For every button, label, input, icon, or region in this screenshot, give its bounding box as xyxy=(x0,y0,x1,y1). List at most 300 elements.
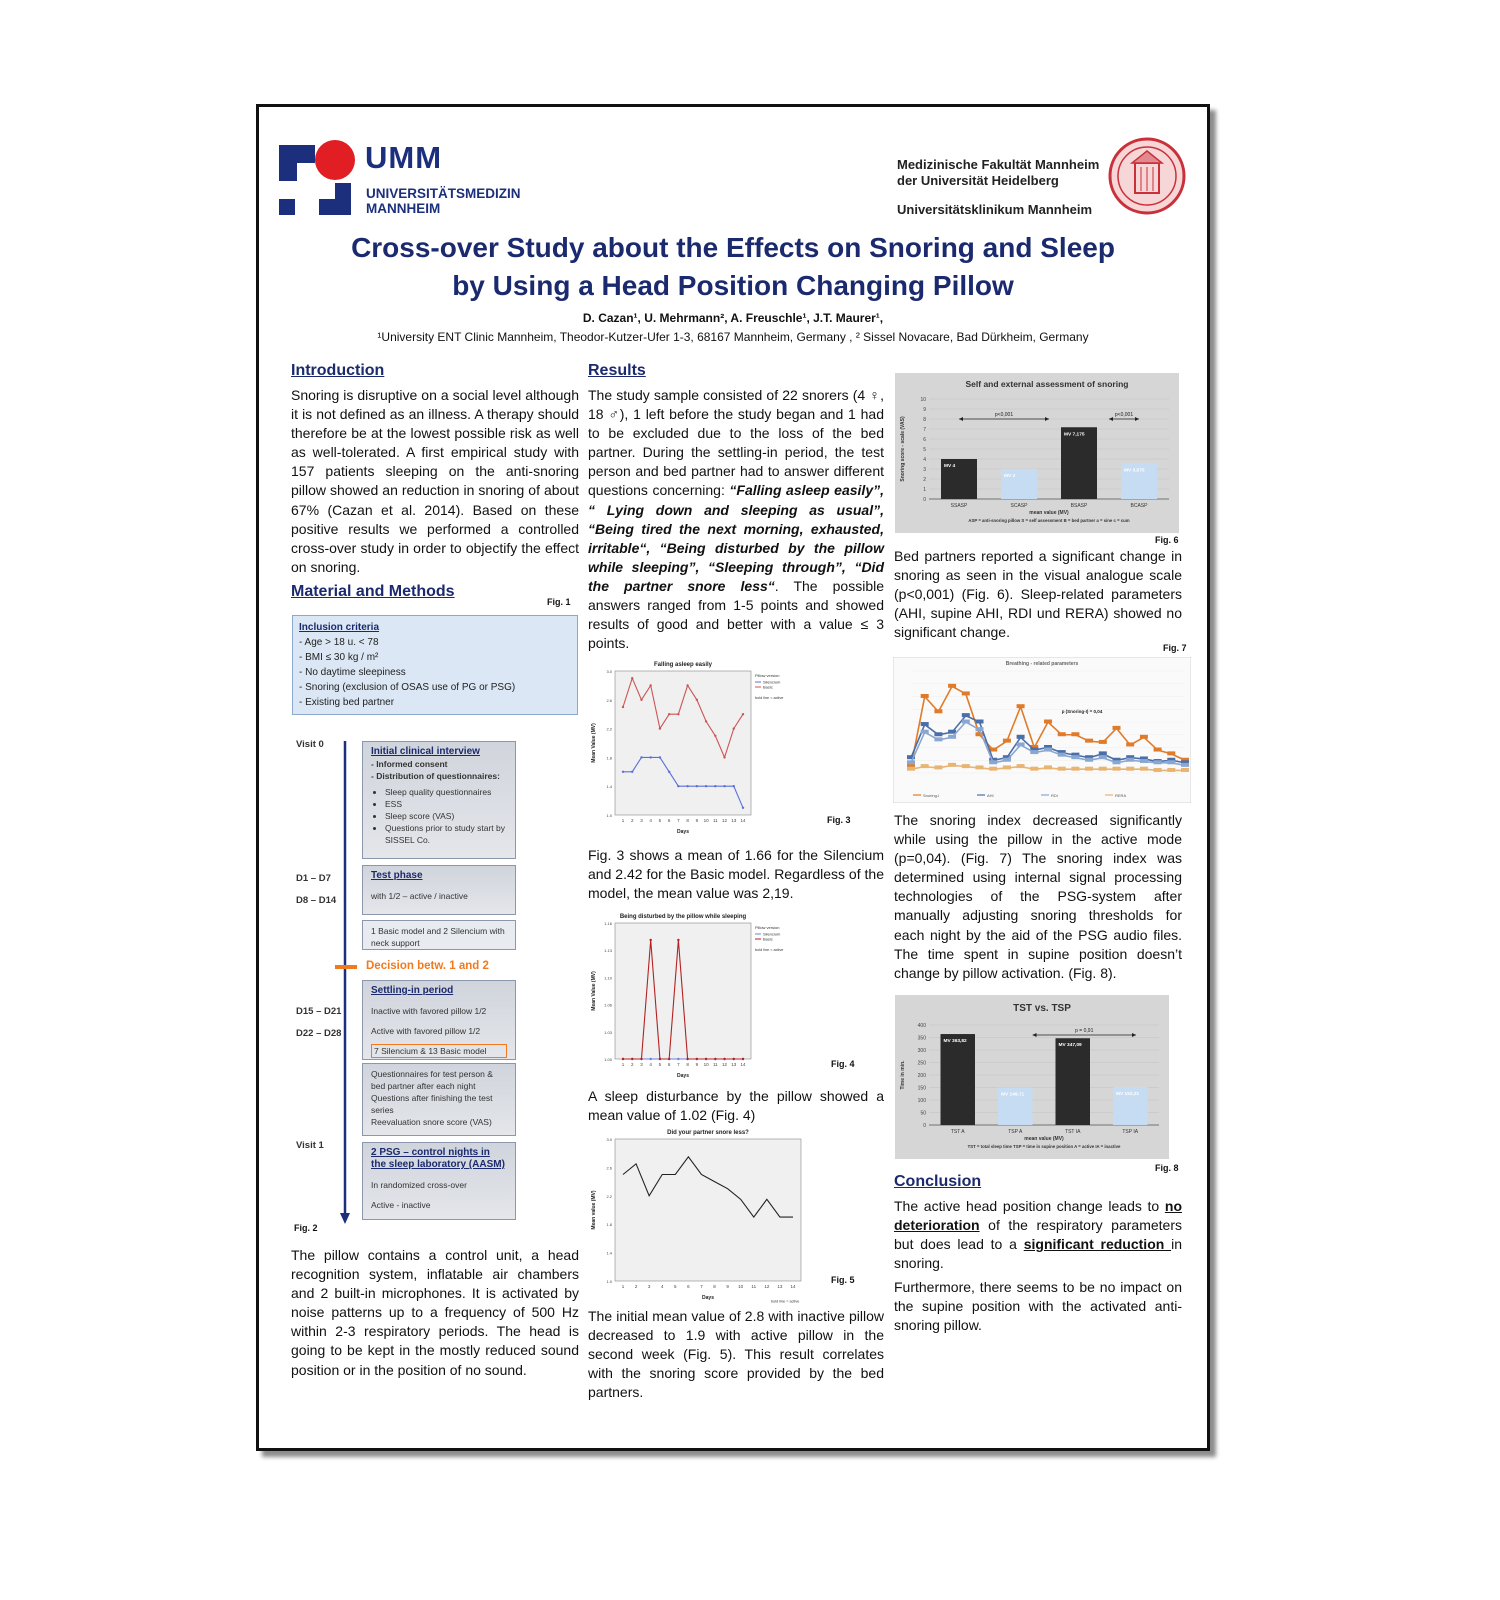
data-point xyxy=(631,771,633,773)
legend-title: Pillow version xyxy=(755,673,780,678)
x-tick-label: 10 xyxy=(703,1062,709,1067)
chart-fig3 xyxy=(585,657,811,837)
inclusion-title: Inclusion criteria xyxy=(299,622,380,633)
data-point xyxy=(631,677,633,679)
data-label-marker xyxy=(1044,748,1052,752)
data-label-marker xyxy=(1140,735,1148,739)
x-tick-label: 6 xyxy=(667,818,671,823)
plot-area xyxy=(615,671,751,815)
university-seal-icon xyxy=(1108,137,1186,215)
data-point xyxy=(733,1058,735,1060)
p-value-label: p = 0,91 xyxy=(1075,1028,1094,1034)
y-tick-label: 3.0 xyxy=(606,669,612,674)
data-point xyxy=(696,699,698,701)
x-tick-label: 12 xyxy=(722,1062,728,1067)
chart-annotation: bold line = active xyxy=(755,948,784,952)
x-tick-label: TSP A xyxy=(1008,1129,1023,1135)
data-label-marker xyxy=(962,764,970,768)
x-tick-label: 9 xyxy=(726,1284,729,1289)
x-tick-label: 4 xyxy=(649,1062,652,1067)
data-label-marker xyxy=(976,727,984,731)
data-label-marker xyxy=(1058,767,1066,771)
x-tick-label: 9 xyxy=(695,1062,699,1067)
x-tick-label: TST A xyxy=(950,1129,965,1135)
data-label-marker xyxy=(1126,767,1134,771)
data-label-marker xyxy=(1126,758,1134,762)
data-label-marker xyxy=(1030,767,1038,771)
conclusion-paragraph-2: Furthermore, there seems to be no impact on the supine position with the activated anti-snoring pillow. xyxy=(894,1279,1182,1334)
legend-label: Silencium xyxy=(763,931,781,937)
inclusion-criteria-box xyxy=(292,615,578,715)
data-point xyxy=(649,939,651,941)
y-tick-label: 1.8 xyxy=(606,1222,612,1228)
data-label-marker xyxy=(976,765,984,769)
intro-text: Snoring is disruptive on a social level although it is not defined as an illness. A therapy should therefore be at the lowest possible risk as well as well-tolerated. A first empirical study with 157 patients sleeping on the anti-snoring pillow showed an reduction in snoring of about 67% (Cazan et al. 2014). Based on these positive results we performed a controlled cross-over study in order to objectify the effect on snoring. xyxy=(291,387,579,575)
data-point xyxy=(686,684,688,686)
data-point xyxy=(714,785,716,787)
x-tick-label: 11 xyxy=(712,818,718,823)
data-point xyxy=(677,939,679,941)
data-label-marker xyxy=(962,713,970,717)
data-label-marker xyxy=(1017,764,1025,768)
results-paragraph-4: The initial mean value of 2.8 with inactive pillow decreased to 1.9 with active pillow in the second week (Fig. 5). This result correlates with the snoring score provided by the bed partners. xyxy=(588,1308,884,1401)
data-label-marker xyxy=(921,764,929,768)
y-tick-label: 300 xyxy=(917,1048,926,1054)
x-tick-label: 8 xyxy=(686,1062,689,1067)
x-axis-label: mean value (MV) xyxy=(1029,510,1069,516)
data-label-marker xyxy=(1140,767,1148,771)
chart-footnote: ASP = anti-snoring pillow S = self assessment B = bed partner a = sine c = cum xyxy=(968,518,1130,523)
data-point xyxy=(714,735,716,737)
data-label-marker xyxy=(1140,759,1148,763)
x-tick-label: 5 xyxy=(658,818,662,823)
authors: D. Cazan¹, U. Mehrmann², A. Freuschle¹, J.T. Maurer¹, xyxy=(582,311,884,325)
x-tick-label: 14 xyxy=(740,818,746,823)
data-label-marker xyxy=(1003,758,1011,762)
plot-area xyxy=(615,923,751,1059)
y-tick-label: 0 xyxy=(923,1123,926,1129)
data-point xyxy=(622,1058,624,1060)
decision-marker xyxy=(335,965,357,969)
bar-value-label: MV 7,175 xyxy=(1064,432,1085,438)
x-tick-label: TSP IA xyxy=(1122,1129,1139,1135)
x-tick-label: 12 xyxy=(764,1284,770,1289)
y-tick-label: 1.06 xyxy=(604,1002,612,1008)
x-tick-label: 11 xyxy=(712,1062,718,1067)
results-paragraph-3: A sleep disturbance by the pillow showed a mean value of 1.02 (Fig. 4) xyxy=(588,1088,884,1124)
data-label-marker xyxy=(934,765,942,769)
data-point xyxy=(723,1058,725,1060)
data-label-marker xyxy=(1154,768,1162,772)
data-point xyxy=(705,1058,707,1060)
y-tick-label: 3.0 xyxy=(606,1137,612,1142)
timeline-visit0: Visit 0 xyxy=(296,739,324,750)
fig7-label: Fig. 7 xyxy=(1163,643,1187,653)
x-tick-label: 1 xyxy=(621,1062,625,1067)
legend-label: RERA xyxy=(1115,793,1127,798)
data-point xyxy=(659,1058,661,1060)
y-tick-label: 1.03 xyxy=(604,1029,612,1035)
x-tick-label: 4 xyxy=(660,1284,664,1289)
data-point xyxy=(659,727,661,729)
data-label-marker xyxy=(1126,742,1134,746)
x-axis-label: Days xyxy=(702,1295,714,1301)
y-tick-label: 400 xyxy=(917,1023,926,1029)
y-tick-label: 200 xyxy=(917,1073,926,1079)
data-label-marker xyxy=(1099,767,1107,771)
results-heading: Results xyxy=(588,362,646,379)
y-tick-label: 2.6 xyxy=(606,1165,612,1171)
poster-title: Cross-over Study about the Effects on Snoring and Sleep by Using a Head Position Changing Pillow xyxy=(351,232,1115,301)
data-label-marker xyxy=(948,763,956,767)
x-tick-label: 4 xyxy=(649,818,652,823)
legend-label: Silencium xyxy=(763,679,781,685)
data-point xyxy=(649,756,651,758)
y-tick-label: 4 xyxy=(923,457,926,463)
chart-fig8 xyxy=(895,995,1169,1159)
fig3-label: Fig. 3 xyxy=(827,815,851,825)
umm-logo-icon xyxy=(279,139,363,219)
y-tick-label: 150 xyxy=(917,1085,926,1092)
x-tick-label: 12 xyxy=(722,818,728,823)
results-paragraph-2: Fig. 3 shows a mean of 1.66 for the Silencium and 2.42 for the Basic model. Regardless of the model, the mean value was 2,19. xyxy=(588,847,884,902)
x-tick-label: 1 xyxy=(621,818,625,823)
right-paragraph-1: Bed partners reported a significant change in snoring as seen in the visual analogue scale (p<0,001) (Fig. 6). Sleep-related parameters (AHI, supine AHI, RDI und RERA) showed no significant change. xyxy=(894,548,1182,641)
legend-label: AHI xyxy=(987,793,994,798)
logo-name: UMM xyxy=(365,140,443,175)
data-point xyxy=(742,1058,744,1060)
y-tick-label: 2.6 xyxy=(606,697,612,703)
data-point xyxy=(723,785,725,787)
timeline-arrow-icon xyxy=(339,741,351,1225)
y-tick-label: 100 xyxy=(917,1098,926,1104)
data-label-marker xyxy=(1085,758,1093,762)
methods-heading: Material and Methods xyxy=(291,583,455,600)
x-tick-label: BSASP xyxy=(1070,503,1088,509)
data-label-marker xyxy=(948,735,956,739)
data-point xyxy=(686,1058,688,1060)
y-tick-label: 1 xyxy=(923,487,926,493)
y-tick-label: 1.0 xyxy=(606,813,612,818)
p-value-label: p<0,001 xyxy=(994,412,1014,418)
timeline-visit1: Visit 1 xyxy=(296,1140,324,1151)
y-tick-label: 1.00 xyxy=(604,1057,612,1062)
data-label-marker xyxy=(1071,755,1079,759)
data-label-marker xyxy=(921,694,929,698)
data-label-marker xyxy=(1044,765,1052,769)
legend-label: Basic xyxy=(763,936,773,942)
y-tick-label: 7 xyxy=(923,427,926,433)
chart-background xyxy=(895,373,1179,533)
data-label-marker xyxy=(907,767,915,771)
data-point xyxy=(677,713,679,715)
x-tick-label: 7 xyxy=(700,1284,703,1289)
chart-annotation: bold line = active xyxy=(771,1299,800,1303)
y-tick-label: 50 xyxy=(920,1110,926,1117)
x-tick-label: 10 xyxy=(703,818,709,823)
data-point xyxy=(705,785,707,787)
chart-title: TST vs. TSP xyxy=(1013,1003,1071,1014)
data-label-marker xyxy=(934,737,942,741)
data-label-marker xyxy=(934,732,942,736)
data-label-marker xyxy=(1113,726,1121,730)
data-label-marker xyxy=(962,691,970,695)
chart-footnote: TST = total sleep time TSP = time in supine position A = active IA = inactive xyxy=(967,1144,1121,1149)
fig5-label: Fig. 5 xyxy=(831,1275,855,1285)
data-point xyxy=(714,1058,716,1060)
results-paragraph-1: The study sample consisted of 22 snorers (4 ♀, 18 ♂), 1 left before the study began and 1 had to be excluded due to the loss of the bed partner. During the settling-in period, the test person and bed partner had to answer different questions concerning: “Falling asleep easily”, “ Lying down and sleeping as usual”, “Being tired the next morning, exhausted, irritable“, “Being disturbed by the pillow while sleeping”, “Sleeping through”, “Did the partner snore less“. The possible answers ranged from 1-5 points and showed results of good and better with a value ≤ 3 points. xyxy=(588,387,884,652)
timeline-box-interview: Initial clinical interview - Informed consent - Distribution of questionnaires: • Sleep quality questionnaires • ESS • Sleep score (VAS) • Questions prior to study start by SISSEL Co. xyxy=(362,741,516,859)
x-tick-label: BCASP xyxy=(1130,503,1148,509)
y-axis-label: Mean value (MV) xyxy=(591,1190,597,1230)
data-label-marker xyxy=(921,722,929,726)
chart-fig5 xyxy=(585,1125,811,1303)
y-tick-label: 1.0 xyxy=(606,1279,612,1284)
pillow-text: The pillow contains a control unit, a head recognition system, inflatable air chambers and 2 built-in microphones. It is activated by noise patterns up to a frequency of 500 Hz within 2-3 respiratory periods. The head is going to be kept in the mostly reduced sound position or in the position of no sound. xyxy=(291,1247,579,1378)
data-point xyxy=(723,756,725,758)
timeline-box-test-phase: Test phase with 1/2 – active / inactive xyxy=(362,865,516,915)
data-label-marker xyxy=(1017,704,1025,708)
data-point xyxy=(705,720,707,722)
data-label-marker xyxy=(1181,763,1189,767)
inclusion-item: - Snoring (exclusion of OSAS use of PG or PSG) xyxy=(299,682,516,693)
data-label-marker xyxy=(1154,760,1162,764)
y-tick-label: 1.4 xyxy=(606,1250,612,1256)
data-label-marker xyxy=(1058,732,1066,736)
bar-value-label: MV 3,575 xyxy=(1124,468,1145,474)
data-label-marker xyxy=(1003,739,1011,743)
fig2-label: Fig. 2 xyxy=(294,1223,318,1233)
y-tick-label: 350 xyxy=(917,1035,926,1042)
x-tick-label: 1 xyxy=(621,1284,625,1289)
chart-annotation: p (Snoring-I) = 0,04 xyxy=(1061,709,1103,714)
hospital-name: Universitätsklinikum Mannheim xyxy=(897,202,1093,217)
data-point xyxy=(733,727,735,729)
x-tick-label: 14 xyxy=(740,1062,746,1067)
y-tick-label: 5 xyxy=(923,447,926,453)
inclusion-item: - BMI ≤ 30 kg / m² xyxy=(299,652,379,663)
chart-title: Falling asleep easily xyxy=(653,662,713,668)
timeline-box-models: 1 Basic model and 2 Silencium with neck support xyxy=(362,920,516,950)
y-tick-label: 2.2 xyxy=(606,1193,612,1199)
data-point xyxy=(668,1058,670,1060)
y-tick-label: 6 xyxy=(923,437,926,443)
y-axis-label: Mean Value (MV) xyxy=(591,971,597,1011)
data-label-marker xyxy=(1099,751,1107,755)
y-axis-label: Mean Value (MV) xyxy=(591,723,597,763)
data-label-marker xyxy=(907,760,915,764)
y-tick-label: 3 xyxy=(923,467,926,473)
x-tick-label: 9 xyxy=(695,818,699,823)
x-tick-label: 2 xyxy=(634,1284,638,1289)
y-tick-label: 1.16 xyxy=(604,921,612,926)
data-label-marker xyxy=(989,760,997,764)
timeline-d15-d21: D15 – D21 xyxy=(296,1006,342,1017)
data-label-marker xyxy=(921,730,929,734)
bar-value-label: MV 149,71 xyxy=(1001,1092,1025,1098)
x-tick-label: 5 xyxy=(658,1062,662,1067)
data-label-marker xyxy=(1085,739,1093,743)
poster xyxy=(256,104,1210,1451)
plot-area xyxy=(615,1139,801,1281)
data-label-marker xyxy=(1071,732,1079,736)
bar-value-label: MV 363,82 xyxy=(943,1039,967,1045)
data-label-marker xyxy=(962,720,970,724)
conclusion-heading: Conclusion xyxy=(894,1173,982,1190)
chart-background xyxy=(893,657,1191,803)
x-tick-label: 8 xyxy=(713,1284,716,1289)
bar xyxy=(1061,427,1097,499)
data-label-marker xyxy=(1017,735,1025,739)
x-tick-label: TST IA xyxy=(1065,1129,1081,1135)
y-tick-label: 1.13 xyxy=(604,948,612,954)
data-point xyxy=(677,1058,679,1060)
y-tick-label: 2.2 xyxy=(606,726,612,732)
x-tick-label: 6 xyxy=(667,1062,671,1067)
data-label-marker xyxy=(1044,720,1052,724)
data-label-marker xyxy=(1003,765,1011,769)
x-tick-label: 3 xyxy=(640,818,643,823)
x-tick-label: SCASP xyxy=(1010,503,1028,509)
x-tick-label: 5 xyxy=(674,1284,677,1289)
y-axis-label: Time in min. xyxy=(900,1060,906,1090)
timeline-box-psg: 2 PSG – control nights in the sleep laboratory (AASM) In randomized cross-over Active - inactive xyxy=(362,1142,516,1220)
data-label-marker xyxy=(1071,767,1079,771)
chart-fig4 xyxy=(585,909,811,1081)
data-point xyxy=(622,771,624,773)
data-label-marker xyxy=(1167,760,1175,764)
y-axis-label: Snoring score - scale (VAS) xyxy=(900,416,906,482)
x-tick-label: 3 xyxy=(640,1062,643,1067)
data-label-marker xyxy=(948,684,956,688)
data-label-marker xyxy=(1154,748,1162,752)
affiliation: ¹University ENT Clinic Mannheim, Theodor-Kutzer-Ufer 1-3, 68167 Mannheim, Germany , ² Sissel Novacare, Bad Dürkheim, Germany xyxy=(377,330,1089,344)
intro-heading: Introduction xyxy=(291,362,385,379)
data-point xyxy=(668,771,670,773)
data-point xyxy=(640,1058,642,1060)
x-axis-label: mean value (MV) xyxy=(1024,1136,1064,1142)
chart-fig7 xyxy=(893,657,1191,803)
data-point xyxy=(733,785,735,787)
y-tick-label: 9 xyxy=(923,407,926,413)
data-label-marker xyxy=(1099,755,1107,759)
chart-title: Self and external assessment of snoring xyxy=(965,379,1129,389)
x-axis-label: Days xyxy=(677,1073,689,1079)
timeline-d1-d7: D1 – D7 xyxy=(296,873,331,884)
x-tick-label: 13 xyxy=(731,1062,737,1067)
inclusion-item: - Existing bed partner xyxy=(299,697,395,708)
data-point xyxy=(649,684,651,686)
x-tick-label: 7 xyxy=(677,818,680,823)
y-tick-label: 8 xyxy=(923,417,926,423)
x-tick-label: 2 xyxy=(630,1062,634,1067)
data-label-marker xyxy=(1113,767,1121,771)
data-label-marker xyxy=(1030,750,1038,754)
timeline-d22-d28: D22 – D28 xyxy=(296,1028,342,1039)
legend-label: RDI xyxy=(1051,793,1058,798)
bar xyxy=(1056,1038,1091,1125)
timeline-box-settling: Settling-in period Inactive with favored pillow 1/2 Active with favored pillow 1/2 7 Silencium & 13 Basic model xyxy=(362,980,516,1060)
data-label-marker xyxy=(976,720,984,724)
chart-fig6 xyxy=(895,373,1179,533)
inclusion-item: - No daytime sleepiness xyxy=(299,667,406,678)
y-tick-label: 1.4 xyxy=(606,784,612,790)
data-point xyxy=(677,785,679,787)
data-point xyxy=(668,713,670,715)
chart-title: Did your partner snore less? xyxy=(667,1130,749,1136)
x-tick-label: 13 xyxy=(777,1284,783,1289)
data-label-marker xyxy=(1181,768,1189,772)
x-tick-label: SSASP xyxy=(950,503,968,509)
x-tick-label: 11 xyxy=(751,1284,757,1289)
data-point xyxy=(659,756,661,758)
bar-value-label: MV 347,09 xyxy=(1058,1043,1082,1049)
y-tick-label: 1.10 xyxy=(604,975,612,981)
bar xyxy=(941,1034,976,1125)
data-point xyxy=(686,785,688,787)
inclusion-item: - Age > 18 u. < 78 xyxy=(299,637,379,648)
data-point xyxy=(742,713,744,715)
data-label-marker xyxy=(1167,768,1175,772)
right-paragraph-2: The snoring index decreased significantly while using the pillow in the active mode (p=0,04). (Fig. 7) The snoring index was determined using internal signal processing technologies of the PSG-system after manually adjusting snoring thresholds for each night by the aid of the PSG audio files. The time spent in supine position doesn’t change by pillow activation. (Fig. 8). xyxy=(894,812,1182,981)
bar-value-label: MV 3 xyxy=(1004,474,1016,479)
x-tick-label: 8 xyxy=(686,818,689,823)
p-value-label: p<0,001 xyxy=(1114,412,1134,418)
fig6-label: Fig. 6 xyxy=(1155,535,1179,545)
x-tick-label: 10 xyxy=(738,1284,744,1289)
data-point xyxy=(696,1058,698,1060)
conclusion-paragraph-1: The active head position change leads to no deterioration of the respiratory parameters but does lead to a significant reduction in snoring. xyxy=(894,1198,1182,1272)
data-point xyxy=(631,1058,633,1060)
data-point xyxy=(649,1058,651,1060)
x-tick-label: 3 xyxy=(647,1284,651,1289)
timeline-box-questionnaires: Questionnaires for test person & bed partner after each night Questions after finishing the test series Reevaluation snore score (VAS) xyxy=(362,1063,516,1136)
bar-value-label: MV 152,21 xyxy=(1116,1091,1140,1097)
data-label-marker xyxy=(934,709,942,713)
fig4-label: Fig. 4 xyxy=(831,1059,855,1069)
data-label-marker xyxy=(1167,751,1175,755)
x-axis-label: Days xyxy=(677,829,689,835)
x-tick-label: 7 xyxy=(677,1062,680,1067)
x-tick-label: 6 xyxy=(687,1284,690,1289)
x-tick-label: 2 xyxy=(630,818,634,823)
y-tick-label: 10 xyxy=(920,397,926,403)
fig1-label: Fig. 1 xyxy=(547,597,571,607)
data-point xyxy=(640,699,642,701)
x-tick-label: 14 xyxy=(790,1284,796,1289)
legend-label: Basic xyxy=(763,684,773,690)
decision-label: Decision betw. 1 and 2 xyxy=(366,960,489,972)
data-label-marker xyxy=(1058,753,1066,757)
chart-title: Being disturbed by the pillow while sleeping xyxy=(619,914,747,920)
fig8-label: Fig. 8 xyxy=(1155,1163,1179,1173)
data-point xyxy=(696,785,698,787)
data-point xyxy=(622,706,624,708)
data-point xyxy=(640,756,642,758)
bar-value-label: MV 4 xyxy=(944,464,956,469)
y-tick-label: 250 xyxy=(917,1060,926,1067)
y-tick-label: 2 xyxy=(923,477,926,483)
data-label-marker xyxy=(1017,742,1025,746)
timeline-d8-d14: D8 – D14 xyxy=(296,895,337,906)
data-label-marker xyxy=(989,767,997,771)
data-label-marker xyxy=(1085,767,1093,771)
data-point xyxy=(742,807,744,809)
faculty-name: Medizinische Fakultät Mannheim der Universität Heidelberg xyxy=(897,157,1100,188)
y-tick-label: 1.8 xyxy=(606,755,612,761)
chart-title: Breathing - related parameters xyxy=(1005,661,1079,667)
data-label-marker xyxy=(1099,740,1107,744)
